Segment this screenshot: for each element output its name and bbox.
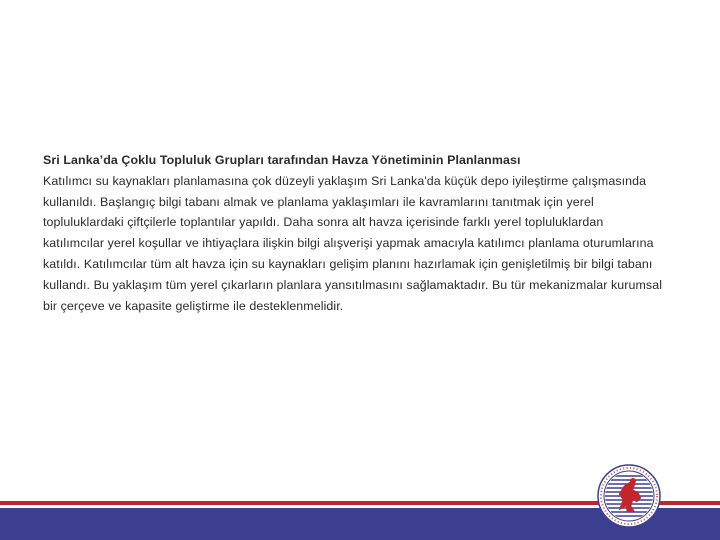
slide-title: Sri Lanka’da Çoklu Topluluk Grupları tarafından Havza Yönetiminin Planlanması bbox=[43, 153, 521, 167]
university-seal-icon bbox=[597, 464, 661, 528]
slide-body-text: Katılımcı su kaynakları planlamasına çok düzeyli yaklaşım Sri Lanka'da küçük depo iyileştirme çalışmasında kullanıldı. Başlangıç bilgi tabanı almak ve planlama yaklaşımları ile kavramlarını tanıtmak için yerel topluluklardaki çiftçilerle toplantılar yapıldı. Daha sonra alt havza içerisinde farklı yerel topluluklardan katılımcılar yerel koşullar ve ihtiyaçlara ilişkin bilgi alışverişi yapmak amacıyla katılımcı planlama oturumlarına katıldı. Katılımcılar tüm alt havza için su kaynakları gelişim planını hazırlamak için genişletilmiş bir bilgi tabanı kullandı. Bu yaklaşım tüm yerel çıkarların planlara yansıtılmasını sağlamaktadır. Bu tür mekanizmalar kurumsal bir çerçeve ve kapasite geliştirme ile desteklenmelidir. bbox=[43, 173, 663, 313]
slide-content bbox=[43, 150, 663, 316]
